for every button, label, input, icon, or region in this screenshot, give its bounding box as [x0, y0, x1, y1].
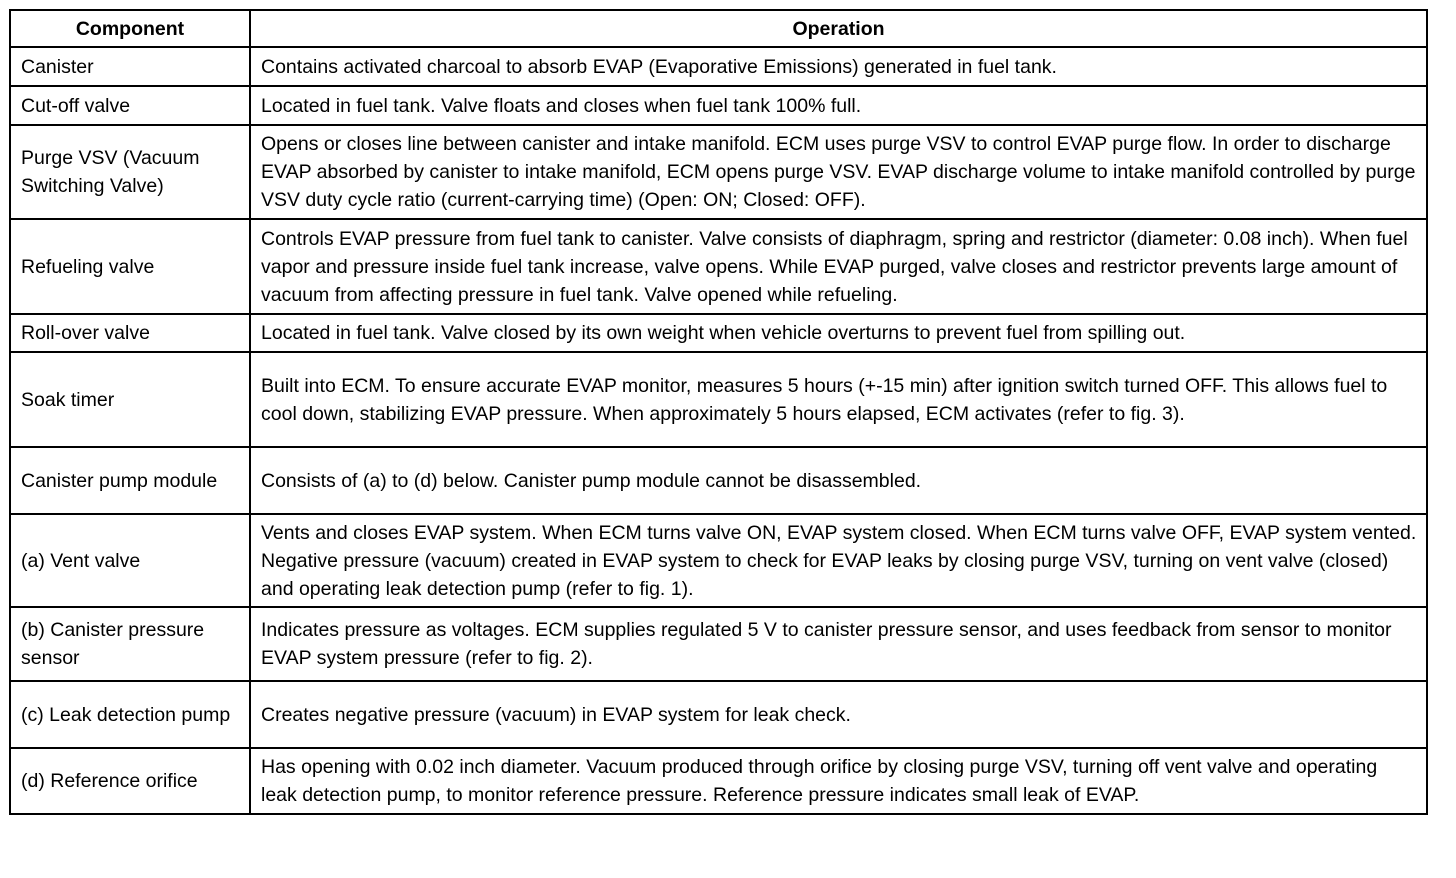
operation-cell: Controls EVAP pressure from fuel tank to canister. Valve consists of diaphragm, spring and restrictor (diameter: 0.08 inch). When fuel vapor and pressure inside fuel tank increase, valve opens. While EVAP purged, valve closes and restrictor prevents large amount of vacuum from affecting pressure in fuel tank. Valve opened while refueling. — [250, 219, 1427, 314]
header-component: Component — [10, 10, 250, 47]
component-cell: Canister — [10, 47, 250, 86]
operation-cell: Opens or closes line between canister and intake manifold. ECM uses purge VSV to control EVAP purge flow. In order to discharge EVAP absorbed by canister to intake manifold, ECM opens purge VSV. EVAP discharge volume to intake manifold controlled by purge VSV duty cycle ratio (current-carrying time) (Open: ON; Closed: OFF). — [250, 125, 1427, 219]
component-cell: Refueling valve — [10, 219, 250, 314]
operation-cell: Contains activated charcoal to absorb EVAP (Evaporative Emissions) generated in fuel tank. — [250, 47, 1427, 86]
component-cell: (b) Canister pressure sensor — [10, 607, 250, 681]
table-row — [10, 748, 1427, 814]
operation-cell: Located in fuel tank. Valve floats and closes when fuel tank 100% full. — [250, 86, 1427, 125]
operation-cell: Vents and closes EVAP system. When ECM turns valve ON, EVAP system closed. When ECM turns valve OFF, EVAP system vented. Negative pressure (vacuum) created in EVAP system to check for EVAP leaks by closing purge VSV, turning on vent valve (closed) and operating leak detection pump (refer to fig. 1). — [250, 514, 1427, 607]
table-header-row — [10, 10, 1427, 47]
operation-cell: Has opening with 0.02 inch diameter. Vacuum produced through orifice by closing purge VSV, turning off vent valve and operating leak detection pump, to monitor reference pressure. Reference pressure indicates small leak of EVAP. — [250, 748, 1427, 814]
component-cell: (d) Reference orifice — [10, 748, 250, 814]
table-row — [10, 514, 1427, 607]
table-row — [10, 607, 1427, 681]
table-row — [10, 447, 1427, 514]
operation-cell: Creates negative pressure (vacuum) in EVAP system for leak check. — [250, 681, 1427, 748]
component-cell: (a) Vent valve — [10, 514, 250, 607]
header-operation: Operation — [250, 10, 1427, 47]
component-cell: (c) Leak detection pump — [10, 681, 250, 748]
evap-component-table — [9, 9, 1428, 815]
table-row — [10, 314, 1427, 352]
table-row — [10, 125, 1427, 219]
operation-cell: Consists of (a) to (d) below. Canister pump module cannot be disassembled. — [250, 447, 1427, 514]
table-row — [10, 681, 1427, 748]
operation-cell: Indicates pressure as voltages. ECM supplies regulated 5 V to canister pressure sensor, and uses feedback from sensor to monitor EVAP system pressure (refer to fig. 2). — [250, 607, 1427, 681]
component-cell: Roll-over valve — [10, 314, 250, 352]
component-cell: Canister pump module — [10, 447, 250, 514]
table-row — [10, 47, 1427, 86]
table-row — [10, 86, 1427, 125]
component-cell: Purge VSV (Vacuum Switching Valve) — [10, 125, 250, 219]
evap-component-table-wrapper — [9, 9, 1426, 815]
component-cell: Cut-off valve — [10, 86, 250, 125]
operation-cell: Built into ECM. To ensure accurate EVAP monitor, measures 5 hours (+-15 min) after ignition switch turned OFF. This allows fuel to cool down, stabilizing EVAP pressure. When approximately 5 hours elapsed, ECM activates (refer to fig. 3). — [250, 352, 1427, 447]
table-row — [10, 352, 1427, 447]
component-cell: Soak timer — [10, 352, 250, 447]
operation-cell: Located in fuel tank. Valve closed by its own weight when vehicle overturns to prevent fuel from spilling out. — [250, 314, 1427, 352]
table-row — [10, 219, 1427, 314]
